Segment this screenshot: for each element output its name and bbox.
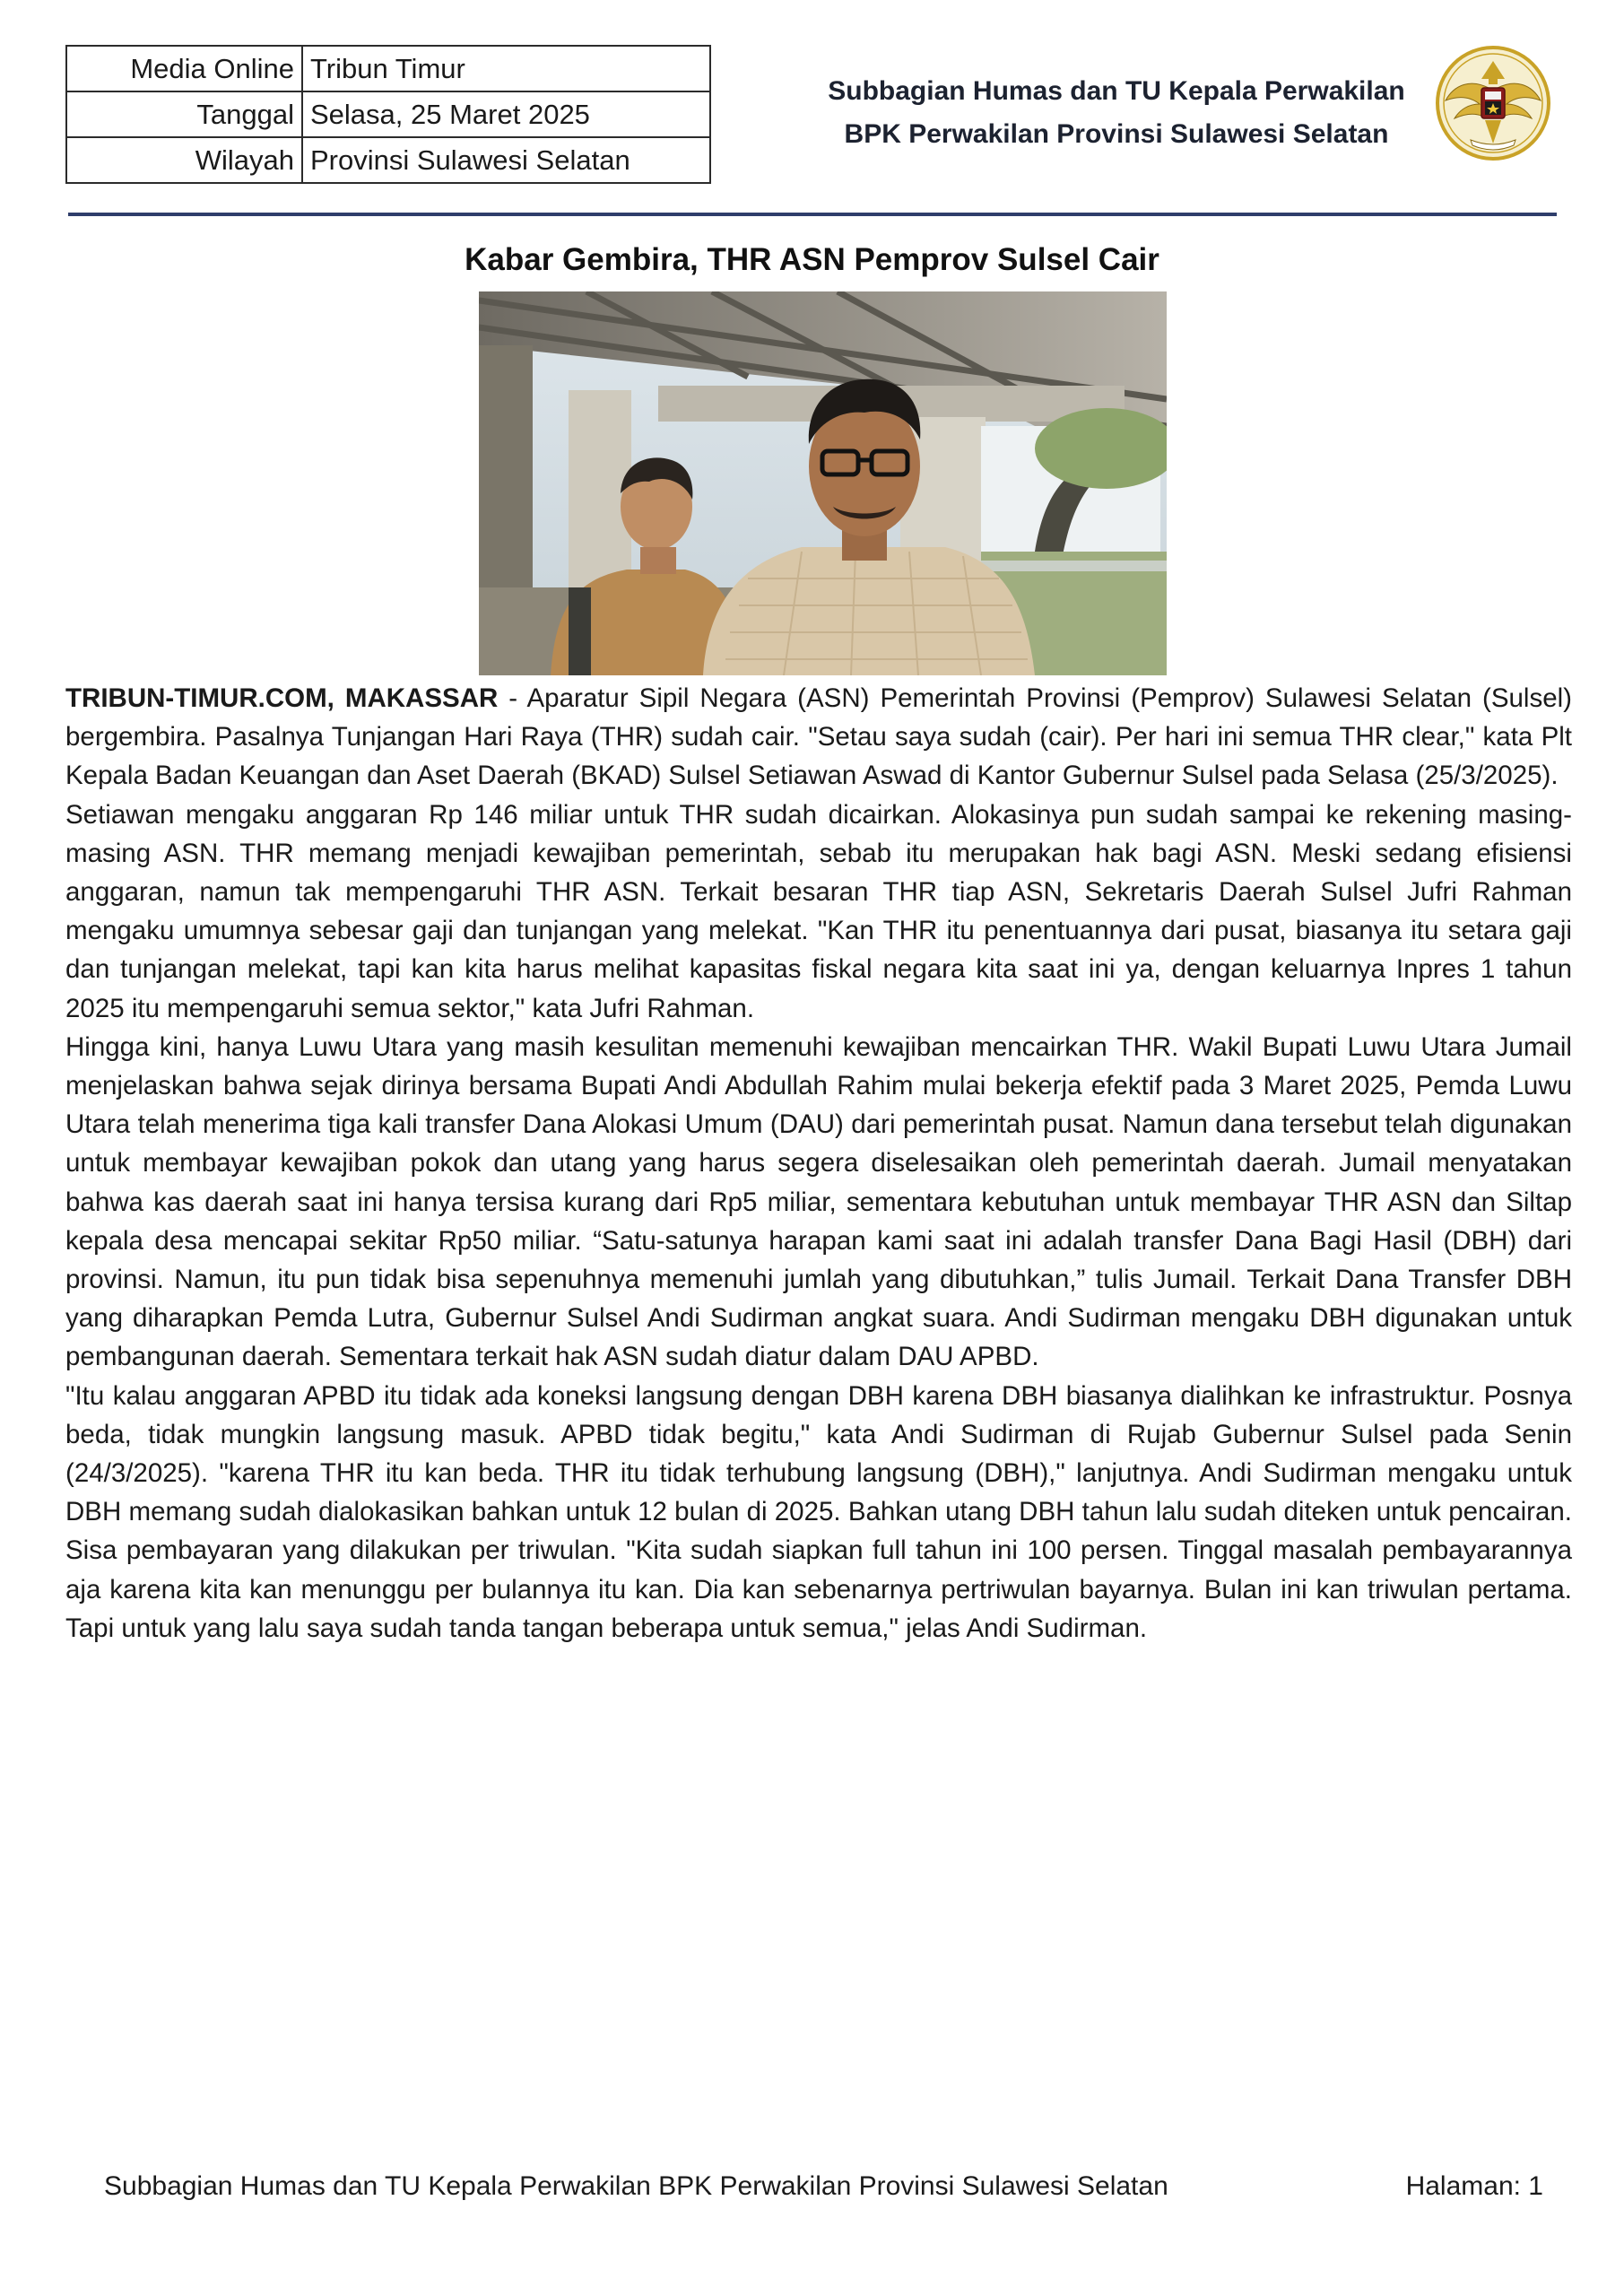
date-info-row bbox=[66, 91, 710, 137]
article-body bbox=[65, 679, 1572, 1648]
region-value: Provinsi Sulawesi Selatan bbox=[302, 137, 710, 183]
date-label: Tanggal bbox=[66, 91, 302, 137]
article-paragraph: "Itu kalau anggaran APBD itu tidak ada koneksi langsung dengan DBH karena DBH biasanya dialihkan ke infrastruktur. Posnya beda, tidak mungkin langsung masuk. APBD tidak begitu," kata Andi Sudirman di Rujab Gubernur Sulsel pada Senin (24/3/2025). "karena THR itu kan beda. THR itu tidak terhubung langsung (DBH)," lanjutnya. Andi Sudirman mengaku untuk DBH memang sudah dialokasikan bahkan untuk 12 bulan di 2025. Bahkan utang DBH tahun lalu sudah diteken untuk pencairan. Sisa pembayaran yang dilakukan per triwulan. "Kita sudah siapkan full tahun ini 100 persen. Tinggal masalah pembayarannya aja karena kita kan menunggu per bulannya itu kan. Dia kan sebenarnya pertriwulan bayarnya. Bulan ini kan triwulan pertama. Tapi untuk yang lalu saya sudah tanda tangan beberapa untuk semua," jelas Andi Sudirman. bbox=[65, 1380, 1572, 1643]
article-photo bbox=[479, 291, 1167, 675]
article-paragraph: Setiawan mengaku anggaran Rp 146 miliar untuk THR sudah dicairkan. Alokasinya pun sudah sampai ke rekening masing-masing ASN. THR memang menjadi kewajiban pemerintah, sebab itu merupakan hak bagi ASN. Meski sedang efisiensi anggaran, namun tak mempengaruhi THR ASN. Terkait besaran THR tiap ASN, Sekretaris Daerah Sulsel Jufri Rahman mengaku umumnya sebesar gaji dan tunjangan yang melekat. "Kan THR itu penentuannya dari pusat, biasanya itu setara gaji dan tunjangan melekat, tapi kan kita harus melihat kapasitas fiskal negara kita saat ini ya, dengan keluarnya Inpres 1 tahun 2025 itu mempengaruhi semua sektor," kata Jufri Rahman. bbox=[65, 799, 1572, 1023]
media-value: Tribun Timur bbox=[302, 46, 710, 91]
media-info-row bbox=[66, 46, 710, 91]
office-header-line1: Subbagian Humas dan TU Kepala Perwakilan bbox=[828, 76, 1405, 106]
article-title: Kabar Gembira, THR ASN Pemprov Sulsel Cair bbox=[465, 242, 1159, 277]
article-paragraph-text: - Aparatur Sipil Negara (ASN) Pemerintah Provinsi (Pemprov) Sulawesi Selatan (Sulsel) bergembira. Pasalnya Tunjangan Hari Raya (THR) sudah cair. "Setau saya sudah (cair). Per hari ini semua THR clear," kata Plt Kepala Badan Keuangan dan Aset Daerah (BKAD) Sulsel Setiawan Aswad di Kantor Gubernur Sulsel pada Selasa (25/3/2025). bbox=[65, 683, 1572, 791]
date-value: Selasa, 25 Maret 2025 bbox=[302, 91, 710, 137]
article-dateline: TRIBUN-TIMUR.COM, MAKASSAR bbox=[65, 683, 499, 713]
page-number: Halaman: 1 bbox=[1405, 2171, 1543, 2201]
region-label: Wilayah bbox=[66, 137, 302, 183]
article-paragraph: Hingga kini, hanya Luwu Utara yang masih kesulitan memenuhi kewajiban mencairkan THR. Wakil Bupati Luwu Utara Jumail menjelaskan bahwa sejak dirinya bersama Bupati Andi Abdullah Rahim mulai bekerja efektif pada 3 Maret 2025, Pemda Luwu Utara telah menerima tiga kali transfer Dana Alokasi Umum (DAU) dari pemerintah pusat. Namun dana tersebut telah digunakan untuk membayar kewajiban pokok dan utang yang harus segera diselesaikan oleh pemerintah daerah. Jumail menyatakan bahwa kas daerah saat ini hanya tersisa kurang dari Rp5 miliar, sementara kebutuhan untuk membayar THR ASN dan Siltap kepala desa mencapai sekitar Rp50 miliar. “Satu-satunya harapan kami saat ini adalah transfer Dana Bagi Hasil (DBH) dari provinsi. Namun, itu pun tidak bisa sepenuhnya memenuhi jumlah yang dibutuhkan,” tulis Jumail. Terkait Dana Transfer DBH yang diharapkan Pemda Lutra, Gubernur Sulsel Andi Sudirman angkat suara. Andi Sudirman mengaku DBH digunakan untuk pembangunan daerah. Sementara terkait hak ASN sudah diatur dalam DAU APBD. bbox=[65, 1031, 1572, 1372]
article-paragraph bbox=[65, 679, 1572, 796]
header-divider bbox=[68, 213, 1557, 216]
media-label: Media Online bbox=[66, 46, 302, 91]
office-header-line2: BPK Perwakilan Provinsi Sulawesi Selatan bbox=[844, 119, 1389, 149]
media-info-table bbox=[65, 45, 711, 184]
footer-office: Subbagian Humas dan TU Kepala Perwakilan BPK Perwakilan Provinsi Sulawesi Selatan bbox=[104, 2171, 1168, 2201]
office-header bbox=[762, 70, 1471, 156]
garuda-emblem-icon bbox=[1435, 38, 1551, 169]
region-info-row bbox=[66, 137, 710, 183]
